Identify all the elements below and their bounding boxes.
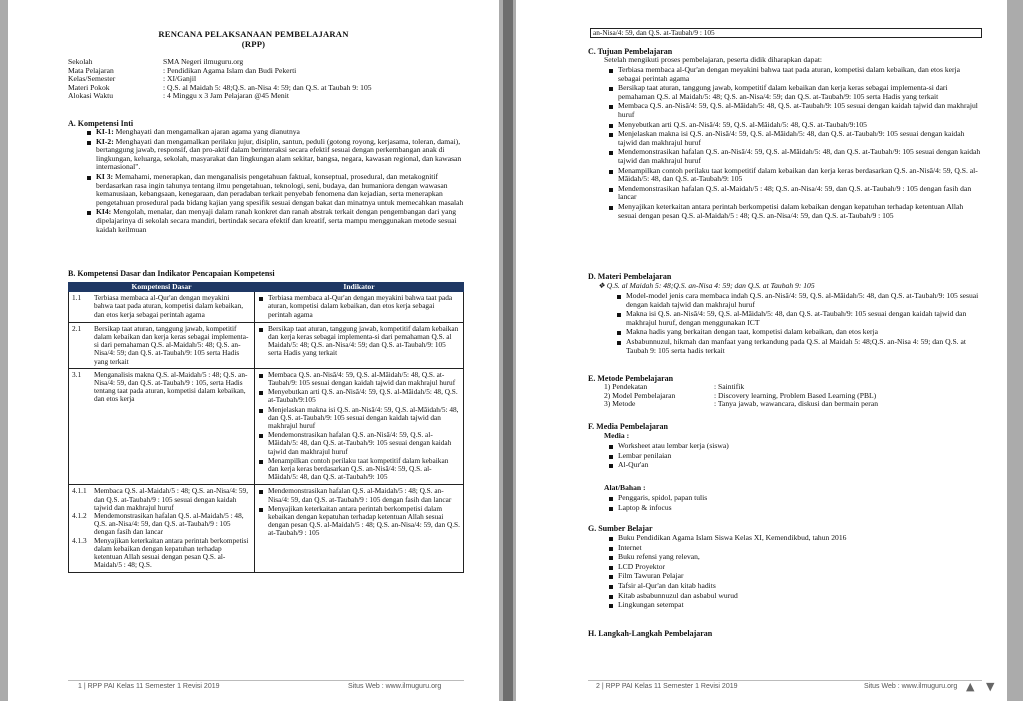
- footer-rule: [68, 680, 464, 681]
- identity-value: SMA Negeri ilmuguru.org: [163, 57, 244, 66]
- alat-label: Alat/Bahan :: [604, 483, 646, 492]
- sumber-list: [608, 534, 974, 611]
- kd-entry: [72, 487, 251, 512]
- kd-number: 3.1: [72, 369, 82, 379]
- materi-main: [598, 282, 815, 291]
- ki-item: [86, 128, 464, 137]
- kd-entry: [72, 294, 251, 319]
- indikator-item: Menyajikan keterkaitan antara perintah berkompetisi dalam kebaikan dengan kepatuhan terhadap ketentuan Allah sesuai dengan pesan Q.S. al-Maidah/5 : 48; Q.S. an-Nisa/4: 59, dan Q.S. at-Taubah/9 : 105: [258, 505, 460, 538]
- section-b-heading: B. Kompetensi Dasar dan Indikator Pencapaian Kompetensi: [68, 269, 275, 278]
- indikator-header: Indikator: [255, 283, 464, 292]
- media-item: Al-Qur'an: [608, 461, 968, 470]
- alat-item: Laptop & infocus: [608, 504, 968, 513]
- tujuan-list: [608, 66, 982, 221]
- tujuan-item: Mendemonstrasikan hafalan Q.S. al-Maidah/5 : 48; Q.S. an-Nisa/4: 59, dan Q.S. at-Taubah/9 : 105 dengan fasih dan lancar: [608, 185, 982, 202]
- ki-text: Memahami, menerapkan, dan menganalisis pengetahuan faktual, konseptual, prosedural, dan metakognitif berdasarkan rasa ingin tahunya tentang ilmu pengetahuan, teknologi, seni, budaya, dan humaniora dengan wawasan kemanusiaan, kebangsaan, kenegaraan, dan peradaban terkait penyebab fenomena dan kejadian, serta menerapkan pengetahuan prosedural pada bidang kajian yang spesifik sesuai dengan bakat dan minatnya untuk memecahkan masalah: [96, 171, 464, 207]
- media-item: Worksheet atau lembar kerja (siswa): [608, 442, 968, 451]
- kd-number: 1.1: [72, 293, 82, 303]
- kd-text: Mendemonstrasikan hafalan Q.S. al-Maidah/5 : 48, Q.S. an-Nisa/4: 59, dan Q.S. at-Taubah/9 : 105 dengan fasih dan lancar: [94, 511, 244, 537]
- identity-label: Materi Pokok: [68, 82, 110, 92]
- metode-label: 3) Metode: [604, 399, 636, 409]
- indikator-list: [258, 294, 460, 319]
- identity-row: [68, 67, 448, 76]
- section-d-heading: D. Materi Pembelajaran: [588, 272, 672, 281]
- identity-value: : Pendidikan Agama Islam dan Budi Pekerti: [163, 65, 297, 75]
- kd-text: Menganalisis makna Q.S. al-Maidah/5 : 48; Q.S. an-Nisa/4: 59, dan Q.S. at-Taubah/9 : 105, serta Hadis tentang taat pada aturan, kompetisi dalam kebaikan, dan etos kerja: [94, 369, 248, 404]
- indikator-item: Membaca Q.S. an-Nisā/4: 59, Q.S. al-Māidah/5: 48, Q.S. at-Taubah/9: 105 sesuai dengan kaidah tajwid dan makhrajul huruf: [258, 371, 460, 387]
- table-row: [69, 292, 464, 323]
- alat-list: [608, 494, 968, 513]
- sumber-item: Internet: [608, 544, 974, 553]
- kd-entry: [72, 325, 251, 366]
- footer-left-2: 2 | RPP PAI Kelas 11 Semester 1 Revisi 2019: [596, 683, 738, 690]
- ki-text: Mengolah, menalar, dan menyaji dalam ranah konkret dan ranah abstrak terkait dengan pengembangan dari yang dipelajarinya di sekolah secara mandiri, bertindak secara efektif dan kreatif, serta mampu menggunakan metode sesuai kaidah keilmuan: [96, 207, 457, 234]
- identity-value: : 4 Minggu x 3 Jam Pelajaran @45 Menit: [163, 91, 289, 101]
- sumber-item: Tafsir al-Qur'an dan kitab hadits: [608, 582, 974, 591]
- indikator-item: Menjelaskan makna isi Q.S. an-Nisā/4: 59, Q.S. al-Māidah/5: 48, dan Q.S. at-Taubah/9: 105 sesuai dengan kaidah tajwid dan makhrajul huruf: [258, 406, 460, 431]
- indikator-cell: [255, 368, 464, 485]
- footer-right: Situs Web : www.ilmuguru.org: [348, 683, 442, 690]
- identity-value: : Q.S. al Maidah 5: 48;Q.S. an-Nisa 4: 59; dan Q.S. at Taubah 9: 105: [163, 82, 372, 92]
- kd-number: 4.1.1: [72, 486, 87, 496]
- materi-item: Makna isi Q.S. an-Nisā/4: 59, Q.S. al-Māidah/5: 48, dan Q.S. at-Taubah/9: 105 sesuai dengan kaidah tajwid dan makhrajul huruf, dengan menggunakan ICT: [616, 310, 982, 327]
- tujuan-intro: Setelah mengikuti proses pembelajaran, peserta didik diharapkan dapat:: [604, 55, 823, 64]
- kd-table: [68, 282, 464, 573]
- ki-item: [86, 138, 464, 172]
- ki-list: [86, 128, 464, 235]
- kd-header: Kompetensi Dasar: [69, 283, 255, 292]
- footer-right-2: Situs Web : www.ilmuguru.org: [864, 683, 958, 690]
- sumber-item: LCD Proyektor: [608, 563, 974, 572]
- section-c-heading: C. Tujuan Pembelajaran: [588, 47, 673, 56]
- identity-row: [68, 92, 448, 101]
- media-label: Media :: [604, 431, 630, 440]
- tujuan-item: Menyajikan keterkaitan antara perintah berkompetisi dalam kebaikan dengan kepatuhan terhadap ketentuan Allah sesuai dengan pesan Q.S. al-Maidah/5 : 48; Q.S. an-Nisa/4: 59, dan Q.S. at-Taubah/9 : 105: [608, 203, 982, 220]
- identity-value: : XI/Ganjil: [163, 74, 197, 84]
- table-row: [69, 322, 464, 368]
- kd-entry: [72, 537, 251, 570]
- kd-entry: [72, 371, 251, 404]
- page-down-icon[interactable]: ▼: [986, 680, 995, 693]
- metode-value: : Tanya jawab, wawancara, diskusi dan bermain peran: [714, 399, 879, 409]
- kd-text: Membaca Q.S. al-Maidah/5 : 48; Q.S. an-Nisa/4: 59, dan Q.S. at-Taubah/9 : 105 sesuai dengan kaidah tajwid dan makhrajul huruf: [94, 486, 249, 512]
- tujuan-item: Mendemonstrasikan hafalan Q.S. an-Nisā/4: 59, Q.S. al-Māidah/5: 48, dan Q.S. at-Taubah/9: 105 sesuai dengan kaidah tajwid dan makhrajul huruf: [608, 148, 982, 165]
- sumber-item: Buku Pendidikan Agama Islam Siswa Kelas XI, Kemendikbud, tahun 2016: [608, 534, 974, 543]
- media-list: [608, 442, 968, 471]
- tujuan-item: Menyebutkan arti Q.S. an-Nisā/4: 59, Q.S. al-Māidah/5: 48, Q.S. at-Taubah/9:105: [608, 121, 982, 130]
- table-row: [69, 485, 464, 572]
- footer-left: 1 | RPP PAI Kelas 11 Semester 1 Revisi 2019: [78, 683, 220, 690]
- indikator-list: [258, 325, 460, 358]
- materi-item: Model-model jenis cara membaca indah Q.S. an-Nisā/4: 59, Q.S. al-Māidah/5: 48, dan Q.S. at-Taubah/9: 105 sesuai dengan kaidah tajwid dan makhrajul huruf: [616, 292, 982, 309]
- table-row: [69, 368, 464, 485]
- media-item: Lembar penilaian: [608, 452, 968, 461]
- sumber-item: Buku refensi yang relevan,: [608, 553, 974, 562]
- kd-cell: [69, 322, 255, 368]
- indikator-cell: [255, 292, 464, 323]
- ki-head: KI-2:: [96, 136, 114, 146]
- sumber-item: Lingkungan setempat: [608, 601, 974, 610]
- materi-main-text: Q.S. al Maidah 5: 48;Q.S. an-Nisa 4: 59; dan Q.S. at Taubah 9: 105: [606, 281, 815, 290]
- section-a-heading: A. Kompetensi Inti: [68, 119, 134, 128]
- identity-label: Kelas/Semester: [68, 74, 116, 84]
- kd-number: 4.1.2: [72, 511, 87, 521]
- kd-cell: [69, 292, 255, 323]
- sumber-item: Film Tawuran Pelajar: [608, 572, 974, 581]
- tujuan-item: Membaca Q.S. an-Nisā/4: 59, Q.S. al-Māidah/5: 48, Q.S. at-Taubah/9: 105 sesuai dengan kaidah tajwid dan makhrajul huruf: [608, 102, 982, 119]
- section-f-heading: F. Media Pembelajaran: [588, 422, 668, 431]
- metode-label: 1) Pendekatan: [604, 382, 648, 391]
- metode-value: : Saintifik: [714, 382, 745, 391]
- tujuan-item: Terbiasa membaca al-Qur'an dengan meyakini bahwa taat pada aturan, kompetisi dalam kebaikan, dan etos kerja sebagai perintah agama: [608, 66, 982, 83]
- kd-entry: [72, 512, 251, 537]
- indikator-item: Mendemonstrasikan hafalan Q.S. al-Maidah/5 : 48; Q.S. an-Nisa/4: 59, dan Q.S. at-Taubah/9 : 105 dengan fasih dan lancar: [258, 487, 460, 503]
- ki-head: KI 3:: [96, 171, 114, 181]
- identity-label: Alokasi Waktu: [68, 91, 114, 101]
- indikator-item: Menyebutkan arti Q.S. an-Nisā/4: 59, Q.S. al-Māidah/5: 48, Q.S. at-Taubah/9:105: [258, 388, 460, 404]
- ki-head: KI4:: [96, 207, 112, 217]
- diamond-bullet-icon: ❖: [598, 281, 607, 290]
- metode-label: 2) Model Pembelajaran: [604, 390, 676, 400]
- kd-cell: [69, 485, 255, 572]
- indikator-item: Bersikap taat aturan, tanggung jawab, kompetitif dalam kebaikan dan kerja keras sebagai implementa-si dari pemahaman Q.S. al Maidah/5: 48; Q.S. an-Nisa/4: 59; dan Q.S. at-Taubah/9: 105 serta Hadis yang terkait: [258, 325, 460, 358]
- indikator-list: [258, 371, 460, 482]
- page-up-icon[interactable]: ▲: [966, 680, 975, 693]
- indikator-item: Mendemonstrasikan hafalan Q.S. an-Nisā/4: 59, Q.S. al-Māidah/5: 48, dan Q.S. at-Taubah/9: 105 sesuai dengan kaidah tajwid dan makhrajul huruf: [258, 431, 460, 456]
- identity-label: Sekolah: [68, 57, 93, 66]
- tujuan-item: Menampilkan contoh perilaku taat kompetitif dalam kebaikan dan kerja keras berdasarkan Q.S. an-Nisā/4: 59, Q.S. al-Māidah/5: 48, dan Q.S. at-Taubah/9: 105: [608, 167, 982, 184]
- ki-item: [86, 173, 464, 207]
- sumber-item: Kitab asbabunnuzul dan asbabul wurud: [608, 592, 974, 601]
- document-subtitle: (RPP): [241, 39, 266, 49]
- tujuan-item: Menjelaskan makna isi Q.S. an-Nisā/4: 59, Q.S. al-Māidah/5: 48, dan Q.S. at-Taubah/9: 105 sesuai dengan kaidah tajwid dan makhrajul huruf: [608, 130, 982, 147]
- kd-text: Terbiasa membaca al-Qur'an dengan meyakini bahwa taat pada aturan, kompetisi dalam kebaikan, dan etos kerja sebagai perintah agama: [94, 293, 244, 319]
- alat-item: Penggaris, spidol, papan tulis: [608, 494, 968, 503]
- carryover-cell: an-Nisa/4: 59, dan Q.S. at-Taubah/9 : 105: [590, 28, 982, 38]
- kd-cell: [69, 368, 255, 485]
- metode-row: [604, 400, 974, 409]
- materi-list: [616, 292, 982, 356]
- kd-text: Bersikap taat aturan, tanggung jawab, kompetitif dalam kebaikan dan kerja keras sebagai implementa-si dari pemahaman Q.S. al-Maidah/5: 48; Q.S. an-Nisa/4: 59; dan Q.S. at-Taubah/9: 105 serta Hadis yang terkait: [94, 323, 249, 366]
- ki-head: KI-1:: [96, 127, 114, 136]
- document-title: RENCANA PELAKSANAAN PEMBELAJARAN: [158, 29, 349, 39]
- materi-item: Asbabunnuzul, hikmah dan manfaat yang terkandung pada Q.S. al Maidah 5: 48;Q.S. an-Nisa 4: 59; dan Q.S. at Taubah 9: 105 serta hadis terkait: [616, 338, 982, 355]
- section-e-heading: E. Metode Pembelajaran: [588, 374, 674, 383]
- document-page-2[interactable]: [516, 0, 1007, 701]
- indikator-cell: [255, 485, 464, 572]
- kd-text: Menyajikan keterkaitan antara perintah berkompetisi dalam kebaikan dengan kepatuhan terhadap ketentuan Allah sesuai dengan pesan Q.S. al-Maidah/5 : 48; Q.S.: [94, 535, 249, 570]
- section-g-heading: G. Sumber Belajar: [588, 524, 653, 533]
- document-page-1[interactable]: [8, 0, 499, 701]
- indikator-cell: [255, 322, 464, 368]
- ki-text: Menghayati dan mengamalkan ajaran agama yang dianutnya: [115, 127, 300, 136]
- identity-table: [68, 58, 448, 101]
- indikator-item: Terbiasa membaca al-Qur'an dengan meyakini bahwa taat pada aturan, kompetisi dalam kebaikan, dan etos kerja sebagai perintah agama: [258, 294, 460, 319]
- indikator-item: Menampilkan contoh perilaku taat kompetitif dalam kebaikan dan kerja keras berdasarkan Q.S. an-Nisā/4: 59, Q.S. al-Māidah/5: 48, dan Q.S. at-Taubah/9: 105: [258, 457, 460, 482]
- page-gutter: [503, 0, 513, 701]
- kd-number: 2.1: [72, 323, 82, 333]
- identity-label: Mata Pelajaran: [68, 65, 114, 75]
- materi-item: Makna hadis yang berkaitan dengan taat, kompetisi dalam kebaikan, dan etos kerja: [616, 328, 982, 337]
- metode-value: : Discovery learning, Problem Based Learning (PBL): [714, 390, 877, 400]
- indikator-list: [258, 487, 460, 537]
- section-h-heading: H. Langkah-Langkah Pembelajaran: [588, 629, 713, 638]
- ki-item: [86, 208, 464, 234]
- tujuan-item: Bersikap taat aturan, tanggung jawab, kompetitif dalam kebaikan dan kerja keras sebagai implementa-si dari pemahaman Q.S. al Maidah/5: 48; Q.S. an-Nisa/4: 59; dan Q.S. at-Taubah/9: 105 serta Hadis yang terkait: [608, 84, 982, 101]
- kd-number: 4.1.3: [72, 535, 87, 545]
- ki-text: Menghayati dan mengamalkan perilaku jujur, disiplin, santun, peduli (gotong royong, kerjasama, toleran, damai), bertanggung jawab, responsif, dan pro-aktif dalam berinteraksi secara efektif sesuai dengan perkembangan anak di lingkungan, keluarga, sekolah, masyarakat dan lingkungan alam sekitar, bangsa, negara, kawasan regional, dan kawasan internasional".: [96, 136, 462, 172]
- metode-list: [604, 383, 974, 409]
- footer-rule-2: [588, 680, 982, 681]
